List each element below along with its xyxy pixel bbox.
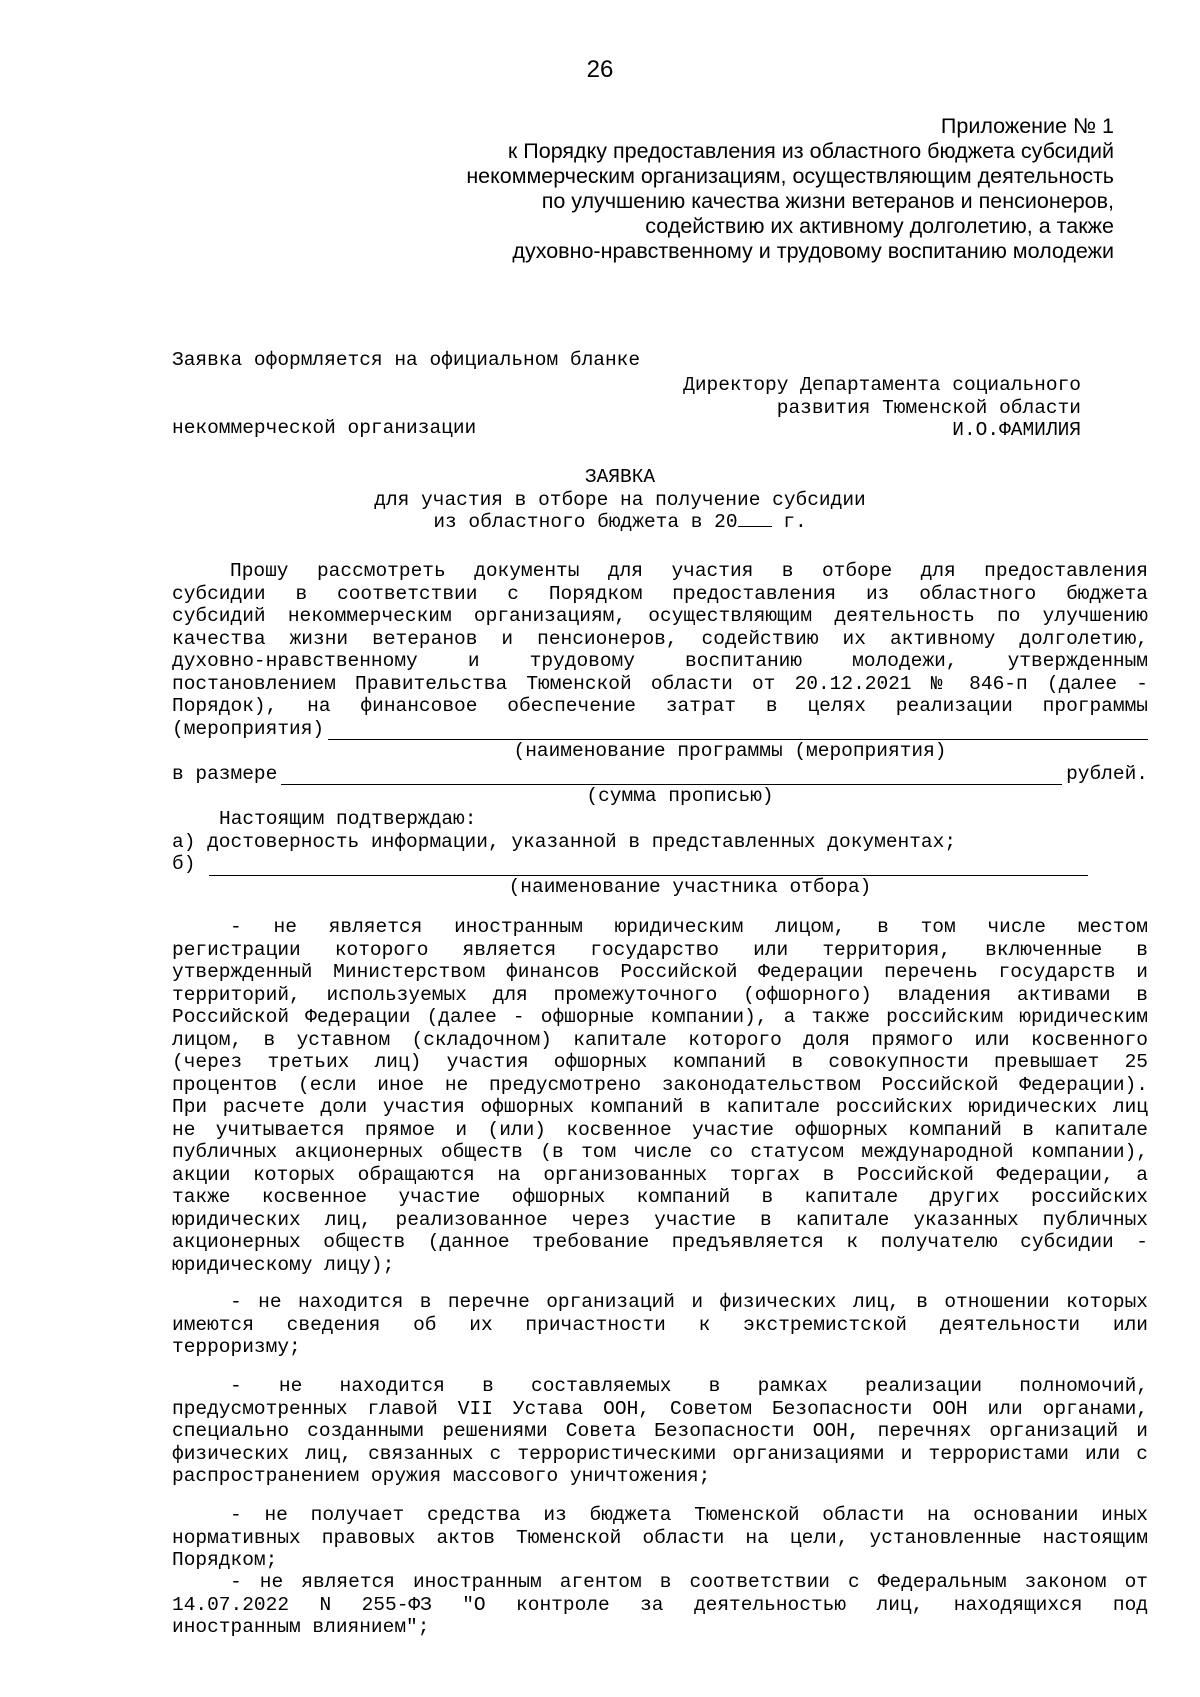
paragraph-line: духовно-нравственному и трудовому воспитанию молодежи, утвержденным [172, 650, 1148, 672]
paragraph-line: - не находится в составляемых в рамках реализации полномочий, [230, 1375, 1148, 1397]
addressee [683, 374, 1081, 442]
un-sanctions-paragraph [172, 1375, 1148, 1488]
program-field-row [172, 718, 1148, 741]
paragraph-line: - не получает средства из бюджета Тюменской области на основании иных [230, 1504, 1148, 1526]
extremism-paragraph [172, 1291, 1148, 1359]
program-label: (мероприятия) [172, 717, 325, 740]
appendix-line: духовно-нравственному и трудовому воспитанию молодежи [512, 239, 1114, 263]
paragraph-line: субсидии в соответствии с Порядком предоставления из областного бюджета [172, 582, 1148, 605]
paragraph-line: Порядок), на финансовое обеспечение затрат в целях реализации программы [172, 695, 1148, 717]
participant-caption: (наименование участника отбора) [508, 875, 872, 898]
paragraph-line: субсидий некоммерческим организациям, осуществляющим деятельность по улучшению [172, 605, 1148, 627]
paragraph-line: распространением оружия массового уничтожения; [172, 1465, 711, 1487]
page-number: 26 [586, 56, 614, 83]
program-caption: (наименование программы (мероприятия) [513, 740, 947, 762]
title-subheading: для участия в отборе на получение субсидии [374, 488, 866, 511]
document-title [0, 466, 1200, 534]
amount-caption: (сумма прописью) [586, 785, 774, 807]
paragraph-line: утвержденный Министерством финансов Российской Федерации перечень государств и [172, 961, 1148, 983]
confirmation-item-a: а) достоверность информации, указанной в представленных документах; [172, 830, 957, 853]
paragraph-line: регистрации которого является государство или территория, включенные в [172, 938, 1148, 961]
blank-note [172, 304, 640, 484]
appendix-line: Приложение № 1 [940, 114, 1114, 138]
paragraph-line: лицом, в уставном (складочном) капитале которого доля прямого или косвенного [172, 1028, 1148, 1051]
paragraph-line: публичных акционерных обществ (в том числе со статусом международной компании), [172, 1141, 1148, 1163]
budget-funds-paragraph [172, 1504, 1148, 1572]
amount-blank-line [281, 768, 1062, 785]
year-blank [738, 512, 772, 527]
confirmation-block [172, 808, 1148, 898]
paragraph-line: постановлением Правительства Тюменской области от 20.12.2021 № 846-п (далее - [172, 672, 1148, 695]
blank-note-line: Заявка оформляется на официальном бланке [172, 349, 641, 371]
participant-blank-line [209, 859, 1088, 876]
addressee-line: Директору Департамента социального [683, 374, 1081, 396]
paragraph-line: предусмотренных главой VII Устава ООН, Советом Безопасности ООН или органами, [172, 1397, 1148, 1420]
paragraph-line: специально созданными решениями Совета Безопасности ООН, перечнях организаций и [172, 1420, 1148, 1442]
paragraph-line: терроризму; [172, 1336, 301, 1358]
paragraph-line: территорий, используемых для промежуточного (офшорного) владения активами в [172, 983, 1148, 1006]
addressee-line: развития Тюменской области [776, 396, 1081, 419]
amount-field-row [172, 763, 1148, 786]
blank-note-line: некоммерческой организации [172, 416, 477, 439]
paragraph-line: не учитывается прямое и (или) косвенное участие офшорных компаний в капитале [172, 1118, 1148, 1141]
paragraph-line: физических лиц, связанных с террористическими организациями и террористами или с [172, 1442, 1148, 1465]
paragraph-line: - не является иностранным агентом в соответствии с Федеральным законом от [230, 1571, 1148, 1593]
paragraph-line: Порядком; [172, 1549, 278, 1571]
paragraph-line: акции которых обращаются на организованных торгах в Российской Федерации, а [172, 1163, 1148, 1186]
paragraph-line: качества жизни ветеранов и пенсионеров, содействию их активному долголетию, [172, 627, 1148, 650]
appendix-header [394, 114, 1114, 264]
confirmation-intro: Настоящим подтверждаю: [219, 808, 477, 830]
item-b-label: б) [172, 853, 196, 875]
title-heading: ЗАЯВКА [584, 466, 656, 488]
paragraph-line: имеются сведения об их причастности к экстремистской деятельности или [172, 1313, 1148, 1336]
paragraph-line: юридическому лицу); [172, 1253, 395, 1276]
foreign-agent-paragraph [172, 1571, 1148, 1639]
title-year-line: из областного бюджета в 20 г. [433, 511, 807, 533]
paragraph-line: Прошу рассмотреть документы для участия в отборе для предоставления [230, 560, 1148, 582]
paragraph-line: юридических лиц, реализованное через участие в капитале указанных публичных [172, 1208, 1148, 1231]
addressee-name: И.О.ФАМИЛИЯ [952, 419, 1081, 441]
paragraph-line: При расчете доли участия офшорных компаний в капитале российских юридических лиц [172, 1096, 1148, 1118]
paragraph-line: Российской Федерации (далее - офшорные компании), а также российским юридическим [172, 1006, 1148, 1028]
paragraph-line: акционерных обществ (данное требование предъявляется к получателю субсидии - [172, 1231, 1148, 1253]
paragraph-line: 14.07.2022 N 255-ФЗ "О контроле за деятельностью лиц, находящихся под [172, 1593, 1148, 1616]
paragraph-line: - не является иностранным юридическим лицом, в том числе местом [230, 916, 1148, 938]
amount-label: в размере [172, 762, 278, 785]
appendix-line: некоммерческим организациям, осуществляющим деятельность [466, 164, 1114, 188]
participant-field-row [172, 853, 1088, 876]
paragraph-line: иностранным влиянием"; [172, 1616, 430, 1638]
appendix-line: к Порядку предоставления из областного бюджета субсидий [507, 139, 1114, 163]
appendix-line: содействию их активному долголетию, а также [645, 214, 1114, 238]
paragraph-line: также косвенное участие офшорных компаний в капитале других российских [172, 1186, 1148, 1208]
paragraph-line: нормативных правовых актов Тюменской области на цели, установленные настоящим [172, 1526, 1148, 1549]
appendix-line: по улучшению качества жизни ветеранов и пенсионеров, [541, 189, 1114, 213]
paragraph-line: - не находится в перечне организаций и физических лиц, в отношении которых [230, 1291, 1148, 1313]
request-paragraph [172, 560, 1148, 808]
paragraph-line: (через третьих лиц) участия офшорных компаний в совокупности превышает 25 [172, 1051, 1148, 1073]
amount-unit: рублей. [1066, 762, 1148, 785]
program-blank-line [328, 723, 1148, 740]
paragraph-line: процентов (если иное не предусмотрено законодательством Российской Федерации). [172, 1073, 1148, 1096]
offshore-paragraph [172, 916, 1148, 1276]
